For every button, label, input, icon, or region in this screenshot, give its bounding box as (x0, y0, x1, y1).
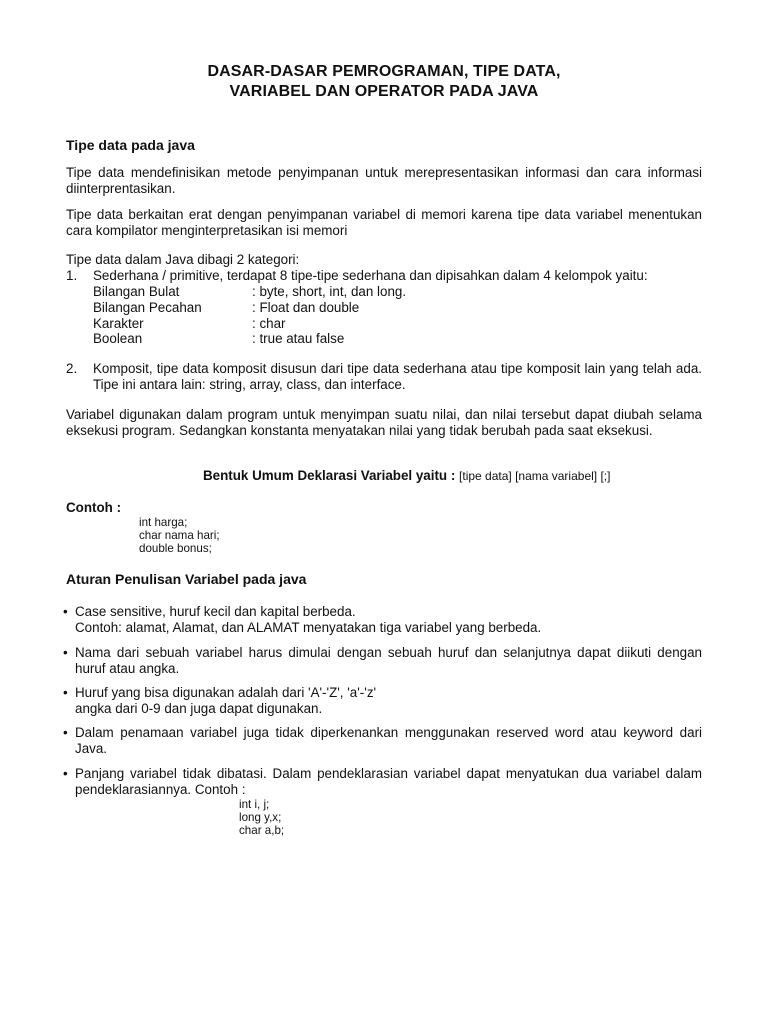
section-heading-tipe-data: Tipe data pada java (66, 137, 195, 153)
rule-text: Dalam penamaan variabel juga tidak diperkenankan menggunakan reserved word atau keyword dari Java. (75, 725, 702, 756)
group-value: : Float dan double (252, 300, 360, 315)
declaration-form: [tipe data] [nama variabel] [;] (459, 469, 611, 483)
code-line: char a,b; (239, 824, 285, 837)
declaration-line (203, 468, 610, 484)
code-line: long y,x; (239, 811, 282, 824)
rule-text: Huruf yang bisa digunakan adalah dari 'A'-'Z', 'a'-'z' (75, 685, 377, 700)
group-name: Boolean (93, 331, 143, 346)
code-line: int harga; (139, 516, 188, 529)
bullet-icon: • (63, 685, 68, 700)
rule-text: Contoh: alamat, Alamat, dan ALAMAT menyatakan tiga variabel yang berbeda. (75, 620, 542, 635)
rule-text: angka dari 0-9 dan juga dapat digunakan. (75, 701, 323, 716)
group-name: Karakter (93, 316, 144, 331)
paragraph-memory: Tipe data berkaitan erat dengan penyimpanan variabel di memori karena tipe data variabel menentukan cara kompilator menginterpretasikan isi memori (66, 207, 702, 238)
list-item-primitive: Sederhana / primitive, terdapat 8 tipe-tipe sederhana dan dipisahkan dalam 4 kelompok yaitu: (93, 268, 648, 283)
rule-text: Panjang variabel tidak dibatasi. Dalam pendeklarasian variabel dapat menyatukan dua variabel dalam pendeklarasiannya. Contoh : (75, 766, 702, 797)
document-title-line2: VARIABEL DAN OPERATOR PADA JAVA (229, 83, 539, 100)
list-number-2: 2. (66, 361, 78, 376)
paragraph-definition: Tipe data mendefinisikan metode penyimpanan untuk merepresentasikan informasi dan cara informasi diinterprentasikan. (66, 165, 702, 196)
paragraph-variable: Variabel digunakan dalam program untuk menyimpan suatu nilai, dan nilai tersebut dapat diubah selama eksekusi program. Sedangkan konstanta menyatakan nilai yang tidak berubah pada saat eksekusi. (66, 407, 702, 438)
list-item-composite: Komposit, tipe data komposit disusun dari tipe data sederhana atau tipe komposit lain yang telah ada. Tipe ini antara lain: string, array, class, dan interface. (93, 361, 702, 392)
group-name: Bilangan Pecahan (93, 300, 202, 315)
code-line: double bonus; (139, 542, 212, 555)
group-value: : true atau false (252, 331, 345, 346)
example-label: Contoh : (66, 500, 122, 515)
bullet-icon: • (63, 604, 68, 619)
bullet-icon: • (63, 766, 68, 781)
categories-intro: Tipe data dalam Java dibagi 2 kategori: (66, 252, 300, 267)
group-name: Bilangan Bulat (93, 284, 180, 299)
document-title-line1: DASAR-DASAR PEMROGRAMAN, TIPE DATA, (207, 63, 561, 80)
group-value: : byte, short, int, dan long. (252, 284, 407, 299)
rule-text: Nama dari sebuah variabel harus dimulai dengan sebuah huruf dan selanjutnya dapat diikuti dengan huruf atau angka. (75, 645, 702, 676)
declaration-label: Bentuk Umum Deklarasi Variabel yaitu : (203, 468, 456, 483)
group-value: : char (252, 316, 286, 331)
code-line: char nama hari; (139, 529, 220, 542)
bullet-icon: • (63, 645, 68, 660)
code-line: int i, j; (239, 798, 270, 811)
bullet-icon: • (63, 725, 68, 740)
list-number-1: 1. (66, 268, 78, 283)
section-heading-aturan: Aturan Penulisan Variabel pada java (66, 571, 307, 587)
rule-text: Case sensitive, huruf kecil dan kapital berbeda. (75, 604, 356, 619)
